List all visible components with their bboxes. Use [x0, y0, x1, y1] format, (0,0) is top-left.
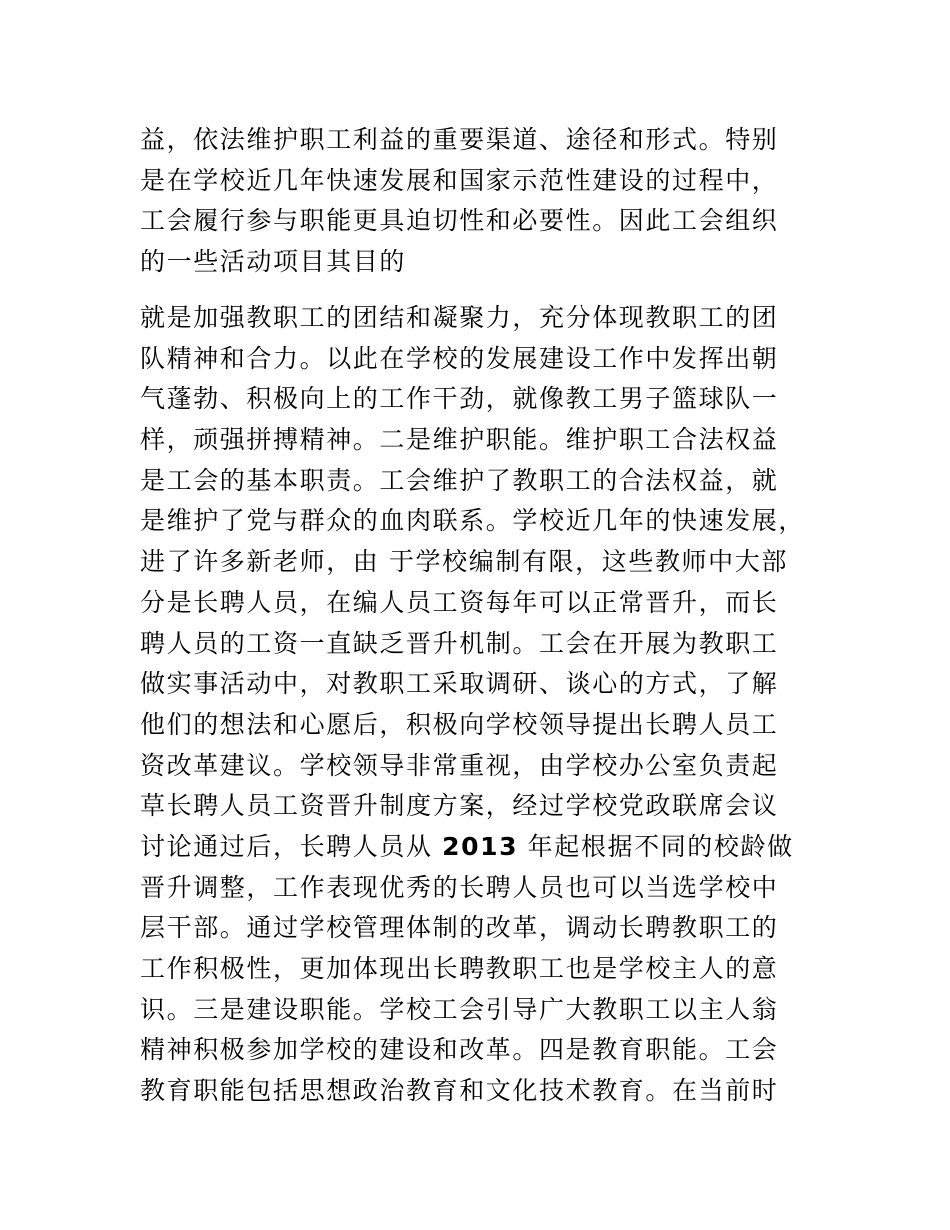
text-line-with-year [140, 827, 840, 868]
text-line: 层干部。通过学校管理体制的改革，调动长聘教职工的 [140, 913, 779, 943]
text-line: 就是加强教职工的团结和凝聚力，充分体现教职工的团 [140, 303, 779, 332]
paragraph-1 [140, 120, 840, 283]
text-line: 是工会的基本职责。工会维护了教职工的合法权益，就 [140, 465, 779, 495]
text-line: 聘人员的工资一直缺乏晋升机制。工会在开展为教职工 [140, 628, 779, 658]
text-line: 气蓬勃、积极向上的工作干劲，就像教工男子篮球队一 [140, 384, 779, 414]
text-line: 是在学校近几年快速发展和国家示范性建设的过程中， [140, 165, 779, 195]
text-line: 分是长聘人员，在编人员工资每年可以正常晋升，而长 [140, 587, 779, 617]
text-line: 是维护了党与群众的血肉联系。学校近几年的快速发展， [140, 506, 806, 536]
text-line: 精神积极参加学校的建设和改革。四是教育职能。工会 [140, 1035, 779, 1065]
text-line: 进了许多新老师，由 于学校编制有限，这些教师中大部 [140, 547, 788, 577]
text-line: 样，顽强拼搏精神。二是维护职能。维护职工合法权益 [140, 425, 779, 455]
year-number: 2013 [442, 831, 519, 861]
text-line: 做实事活动中，对教职工采取调研、谈心的方式，了解 [140, 669, 779, 699]
text-line: 识。三是建设职能。学校工会引导广大教职工以主人翁 [140, 994, 779, 1024]
text-line: 的一些活动项目其目的 [140, 247, 407, 277]
text-line: 草长聘人员工资晋升制度方案，经过学校党政联席会议 [140, 791, 779, 821]
text-line: 队精神和合力。以此在学校的发展建设工作中发挥出朝 [140, 343, 779, 373]
text-line: 工作积极性，更加体现出长聘教职工也是学校主人的意 [140, 954, 779, 983]
text-line: 他们的想法和心愿后，积极向学校领导提出长聘人员工 [140, 709, 779, 739]
text-line: 教育职能包括思想政治教育和文化技术教育。在当前时 [140, 1076, 779, 1106]
text-line: 资改革建议。学校领导非常重视，由学校办公室负责起 [140, 750, 779, 780]
text-segment: 讨论通过后，长聘人员从 [140, 831, 443, 861]
text-line: 益，依法维护职工利益的重要渠道、途径和形式。特别 [140, 125, 779, 154]
text-line: 晋升调整，工作表现优秀的长聘人员也可以当选学校中 [140, 872, 779, 902]
text-line: 工会履行参与职能更具迫切性和必要性。因此工会组织 [140, 206, 779, 236]
text-segment: 年起根据不同的校龄做 [518, 831, 794, 861]
paragraph-2 [140, 298, 840, 1112]
